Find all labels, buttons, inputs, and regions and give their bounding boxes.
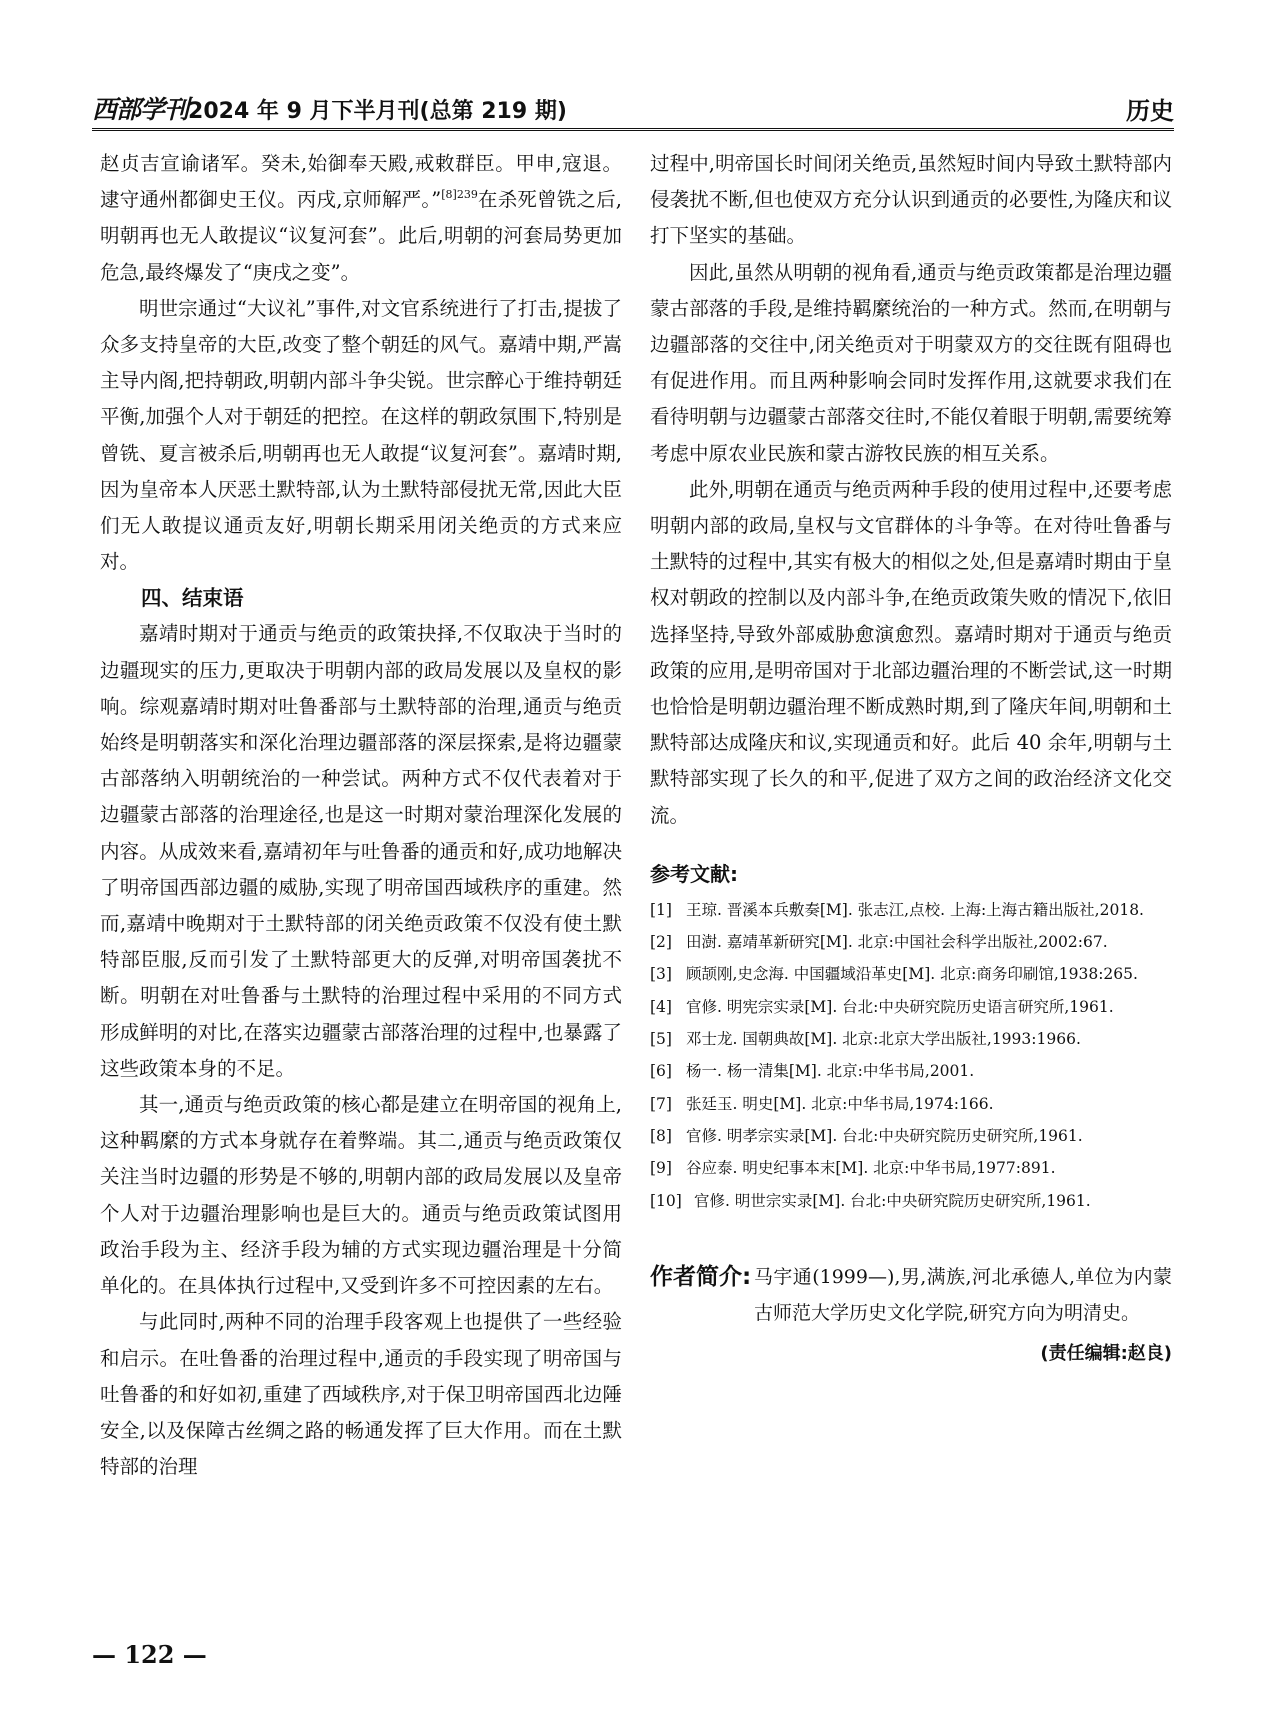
reference-index: [4]	[650, 997, 672, 1016]
reference-item	[650, 1088, 1172, 1120]
reference-list	[650, 894, 1172, 1217]
reference-item	[650, 1023, 1172, 1055]
reference-text: 邓士龙. 国朝典故[M]. 北京:北京大学出版社,1993:1966.	[686, 1030, 1081, 1049]
reference-item	[650, 1185, 1172, 1217]
body-paragraph: 嘉靖时期对于通贡与绝贡的政策抉择,不仅取决于当时的边疆现实的压力,更取决于明朝内部的政局发展以及皇权的影响。综观嘉靖时期对吐鲁番部与土默特部的治理,通贡与绝贡始终是明朝落实和深化治理边疆部落的深层探索,是将边疆蒙古部落纳入明朝统治的一种尝试。两种方式不仅代表着对于边疆蒙古部落的治理途径,也是这一时期对蒙治理深化发展的内容。从成效来看,嘉靖初年与吐鲁番的通贡和好,成功地解决了明帝国西部边疆的威胁,实现了明帝国西域秩序的重建。然而,嘉靖中晚期对于土默特部的闭关绝贡政策不仅没有使土默特部臣服,反而引发了土默特部更大的反弹,对明帝国袭扰不断。明朝在对吐鲁番与土默特的治理过程中采用的不同方式形成鲜明的对比,在落实边疆蒙古部落治理的过程中,也暴露了这些政策本身的不足。	[100, 622, 622, 1080]
reference-index: [1]	[650, 900, 672, 919]
reference-text: 官修. 明宪宗实录[M]. 台北:中央研究院历史语言研究所,1961.	[686, 997, 1114, 1016]
reference-text: 杨一. 杨一清集[M]. 北京:中华书局,2001.	[686, 1062, 975, 1081]
reference-item	[650, 958, 1172, 990]
citation-marker: [8]239	[441, 188, 478, 202]
reference-index: [7]	[650, 1094, 672, 1113]
running-header	[92, 88, 1174, 131]
journal-logo: 西部学刊	[92, 95, 189, 124]
page-number: — 122 —	[92, 1640, 207, 1669]
author-bio	[650, 1259, 1172, 1331]
reference-item	[650, 926, 1172, 958]
section-heading: 四、结束语	[141, 586, 244, 611]
reference-text: 谷应泰. 明史纪事本末[M]. 北京:中华书局,1977:891.	[686, 1159, 1056, 1178]
body-paragraph: 过程中,明帝国长时间闭关绝贡,虽然短时间内导致土默特部内侵袭扰不断,但也使双方充分认识到通贡的必要性,为隆庆和议打下坚实的基础。	[650, 152, 1172, 248]
author-bio-text: 马宇通(1999—),男,满族,河北承德人,单位为内蒙古师范大学历史文化学院,研究方向为明清史。	[754, 1265, 1172, 1324]
left-column	[100, 146, 622, 1485]
body-paragraph: 此外,明朝在通贡与绝贡两种手段的使用过程中,还要考虑明朝内部的政局,皇权与文官群体的斗争等。在对待吐鲁番与土默特的过程中,其实有极大的相似之处,但是嘉靖时期由于皇权对朝政的控制以及内部斗争,在绝贡政策失败的情况下,依旧选择坚持,导致外部威胁愈演愈烈。嘉靖时期对于通贡与绝贡政策的应用,是明帝国对于北部边疆治理的不断尝试,这一时期也恰恰是明朝边疆治理不断成熟时期,到了隆庆年间,明朝和土默特部达成隆庆和议,实现通贡和好。此后 40 余年,明朝与土默特部实现了长久的和平,促进了双方之间的政治经济文化交流。	[650, 477, 1172, 827]
issue-info: 2024 年 9 月下半月刊(总第 219 期)	[188, 99, 567, 124]
reference-index: [5]	[650, 1030, 672, 1049]
reference-index: [6]	[650, 1062, 672, 1081]
reference-index: [9]	[650, 1159, 672, 1178]
reference-text: 官修. 明世宗实录[M]. 台北:中央研究院历史研究所,1961.	[694, 1191, 1091, 1210]
reference-text: 顾颉刚,史念海. 中国疆域沿革史[M]. 北京:商务印刷馆,1938:265.	[686, 965, 1138, 984]
reference-item	[650, 1055, 1172, 1087]
paragraph-text: 在杀死曾铣之后,明朝再也无人敢提议“议复河套”。此后,明朝的河套局势更加危急,最终爆发了“庚戌之变”。	[100, 188, 623, 284]
body-paragraph: 因此,虽然从明朝的视角看,通贡与绝贡政策都是治理边疆蒙古部落的手段,是维持羁縻统治的一种方式。然而,在明朝与边疆部落的交往中,闭关绝贡对于明蒙双方的交往既有阻碍也有促进作用。而且两种影响会同时发挥作用,这就要求我们在看待明朝与边疆蒙古部落交往时,不能仅着眼于明朝,需要统筹考虑中原农业民族和蒙古游牧民族的相互关系。	[650, 260, 1172, 465]
references-title: 参考文献:	[650, 861, 738, 886]
reference-text: 官修. 明孝宗实录[M]. 台北:中央研究院历史研究所,1961.	[686, 1126, 1083, 1145]
body-paragraph	[100, 146, 622, 291]
paragraph-text: 赵贞吉宣谕诸军。癸未,始御奉天殿,戒敕群臣。甲申,寇退。逮守通州都御史王仪。丙戌,京师解严。”	[100, 152, 622, 212]
section-label: 历史	[1126, 96, 1174, 125]
editor-note: (责任编辑:赵良)	[1040, 1342, 1172, 1364]
reference-index: [8]	[650, 1126, 672, 1145]
reference-index: [2]	[650, 933, 672, 952]
reference-text: 王琼. 晋溪本兵敷奏[M]. 张志江,点校. 上海:上海古籍出版社,2018.	[686, 900, 1144, 919]
reference-item	[650, 1152, 1172, 1184]
reference-text: 田澍. 嘉靖革新研究[M]. 北京:中国社会科学出版社,2002:67.	[686, 933, 1108, 952]
body-paragraph: 与此同时,两种不同的治理手段客观上也提供了一些经验和启示。在吐鲁番的治理过程中,通贡的手段实现了明帝国与吐鲁番的和好如初,重建了西域秩序,对于保卫明帝国西北边陲安全,以及保障古丝绸之路的畅通发挥了巨大作用。而在土默特部的治理	[100, 1310, 622, 1479]
reference-item	[650, 991, 1172, 1023]
reference-text: 张廷玉. 明史[M]. 北京:中华书局,1974:166.	[686, 1094, 994, 1113]
right-column	[650, 146, 1172, 1369]
author-bio-label: 作者简介:	[650, 1263, 752, 1290]
header-left	[92, 90, 567, 126]
reference-item	[650, 1120, 1172, 1152]
body-paragraph: 明世宗通过“大议礼”事件,对文官系统进行了打击,提拔了众多支持皇帝的大臣,改变了整个朝廷的风气。嘉靖中期,严嵩主导内阁,把持朝政,明朝内部斗争尖锐。世宗醉心于维持朝廷平衡,加强个人对于朝廷的把控。在这样的朝政氛围下,特别是曾铣、夏言被杀后,明朝再也无人敢提“议复河套”。嘉靖时期,因为皇帝本人厌恶土默特部,认为土默特部侵扰无常,因此大臣们无人敢提议通贡友好,明朝长期采用闭关绝贡的方式来应对。	[100, 296, 622, 574]
reference-item	[650, 894, 1172, 926]
reference-index: [3]	[650, 965, 672, 984]
reference-index: [10]	[650, 1191, 682, 1210]
body-paragraph: 其一,通贡与绝贡政策的核心都是建立在明帝国的视角上,这种羁縻的方式本身就存在着弊端。其二,通贡与绝贡政策仅关注当时边疆的形势是不够的,明朝内部的政局发展以及皇帝个人对于边疆治理影响也是巨大的。通贡与绝贡政策试图用政治手段为主、经济手段为辅的方式实现边疆治理是十分简单化的。在具体执行过程中,又受到许多不可控因素的左右。	[100, 1093, 622, 1298]
